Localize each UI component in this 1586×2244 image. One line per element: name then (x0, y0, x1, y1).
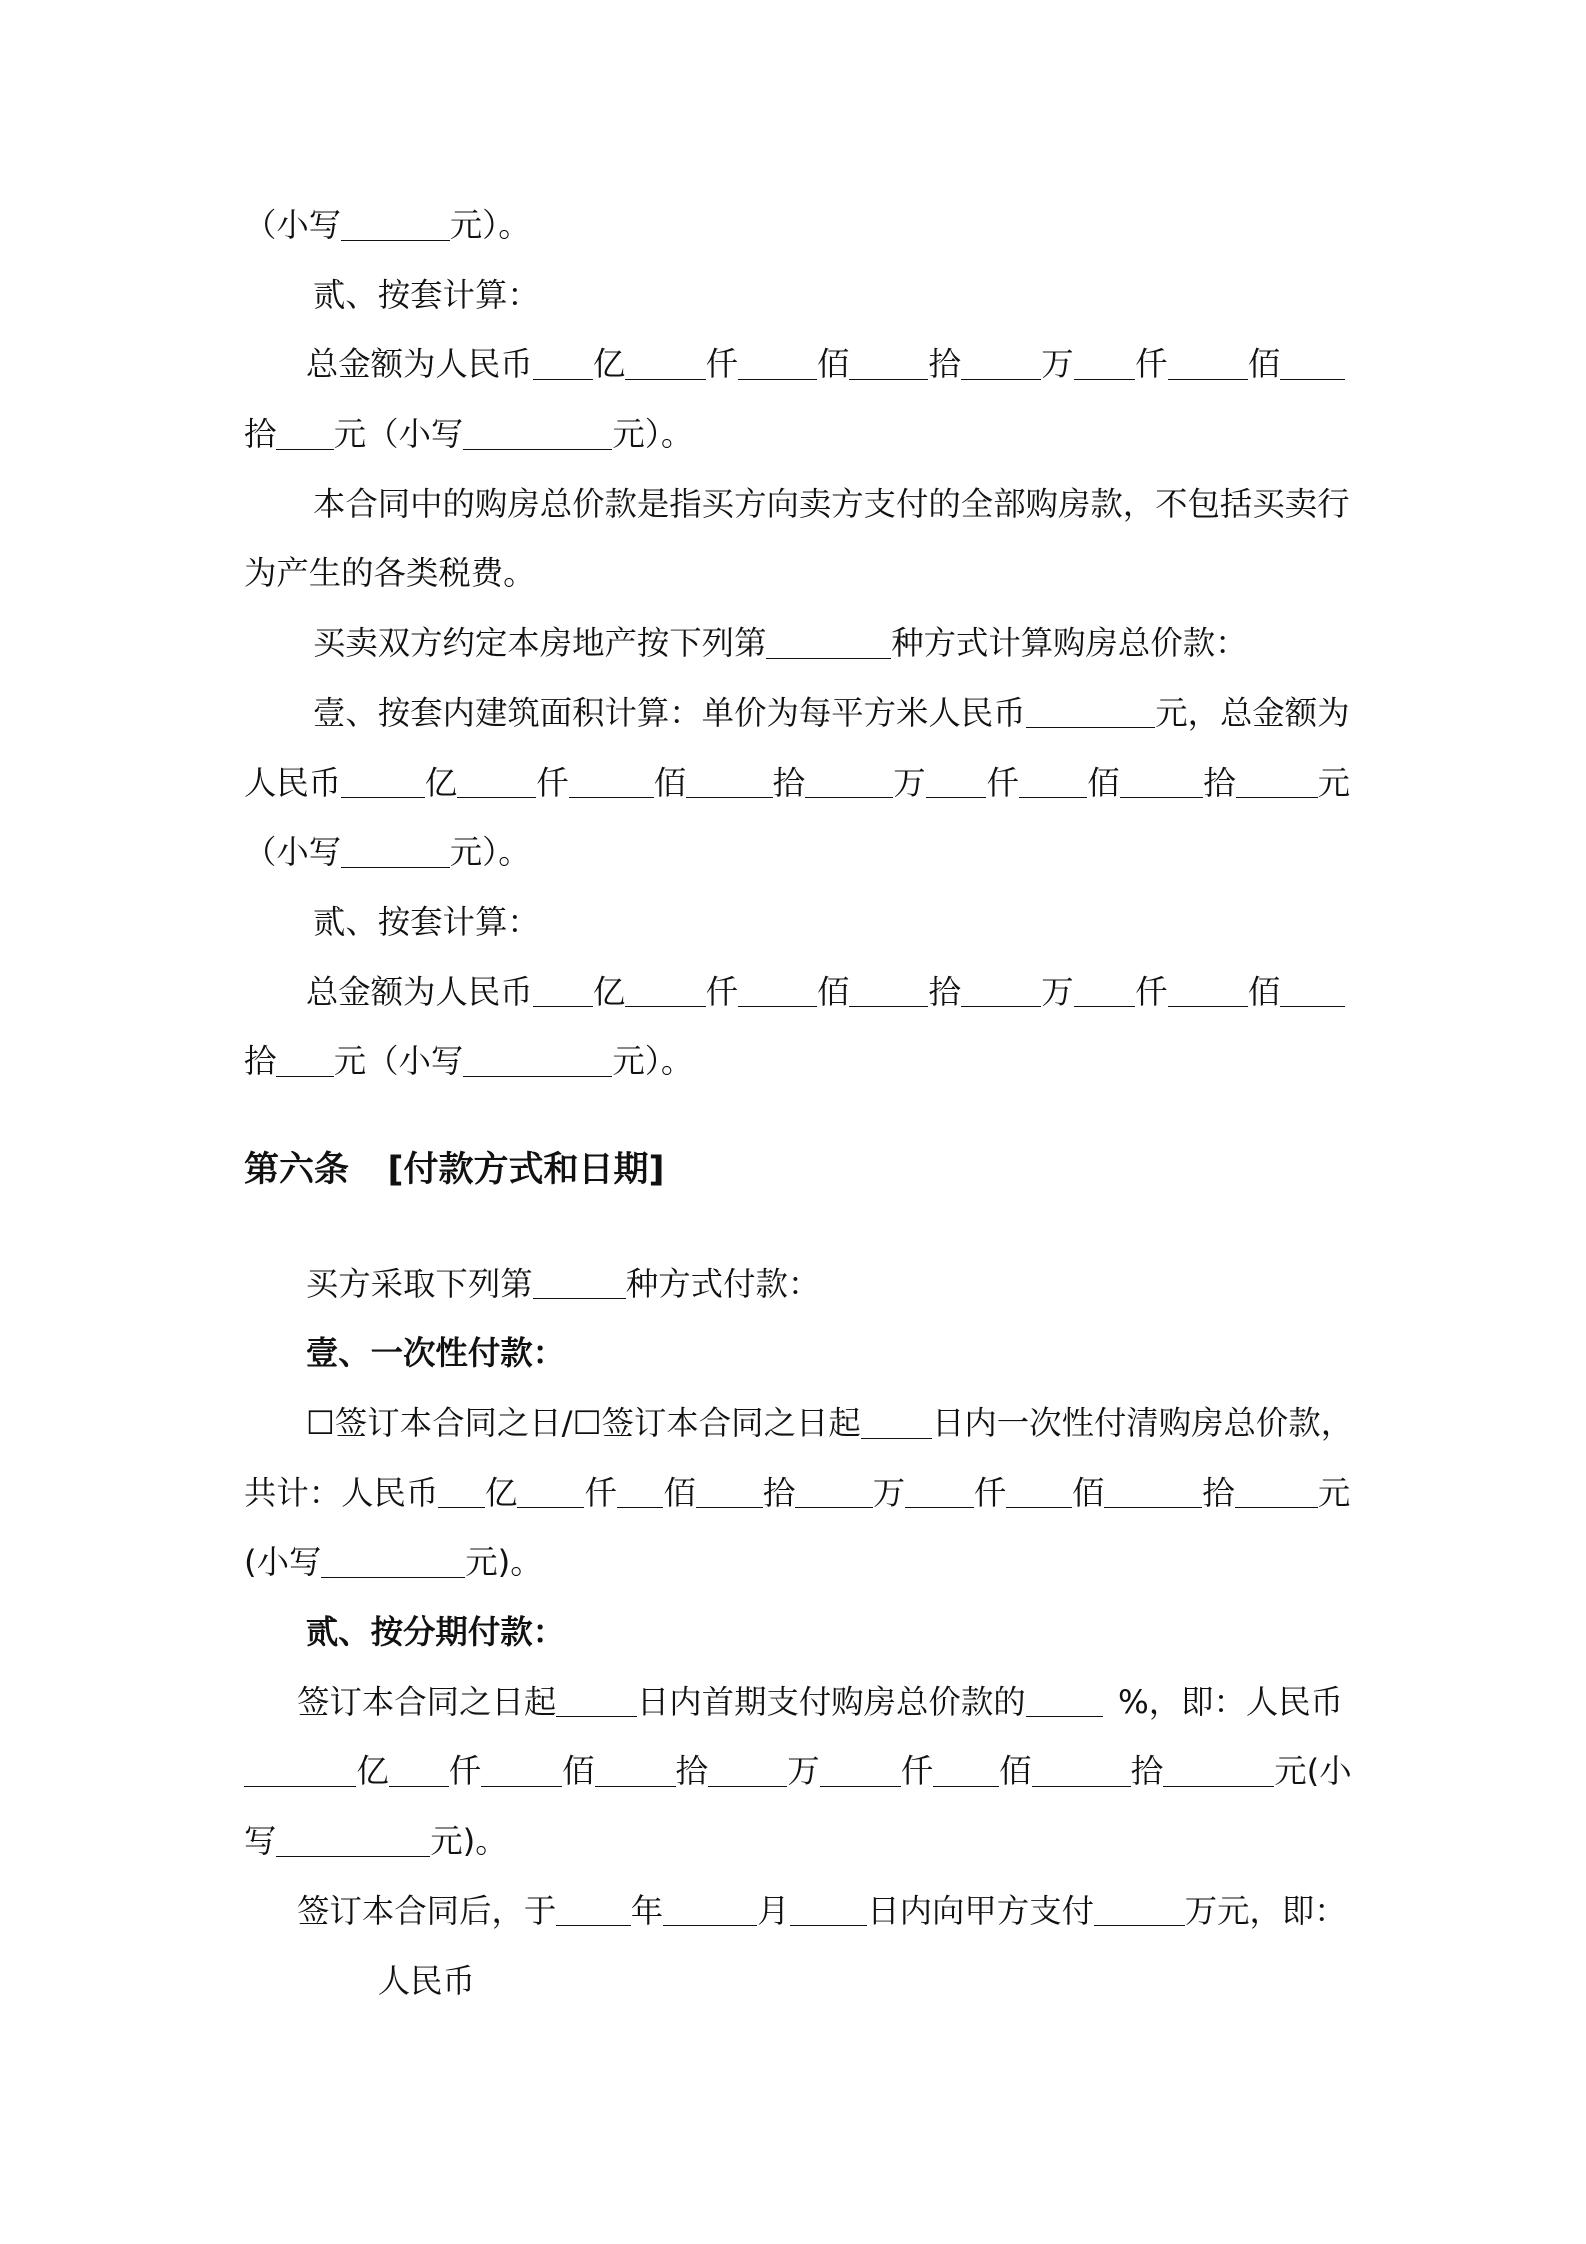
subsection-heading (244, 1319, 1394, 1389)
amount-unit-label: 拾 (244, 1042, 277, 1081)
blank-field (1236, 766, 1318, 798)
text-line (244, 1027, 1394, 1097)
blank-field (341, 208, 450, 240)
blank-field (244, 1755, 356, 1787)
blank-field (861, 1406, 932, 1438)
amount-unit-label: 佰 (817, 345, 850, 384)
line-text: 贰、按套计算： (313, 902, 540, 941)
blank-field (849, 348, 928, 380)
line-text: 月 (757, 1891, 790, 1930)
blank-field (738, 348, 817, 380)
text-line (244, 1459, 1394, 1529)
amount-unit-label: 佰 (1247, 345, 1281, 384)
line-text: 写 (244, 1822, 277, 1861)
amount-unit-label: 亿 (592, 345, 626, 384)
blank-field (708, 1755, 787, 1787)
blank-field (463, 417, 612, 449)
line-text: 万元，即： (1184, 1891, 1347, 1930)
text-line (244, 470, 1394, 540)
blank-field (1026, 1685, 1104, 1717)
amount-unit-label: 万 (872, 1473, 906, 1512)
blank-field (849, 975, 928, 1007)
amount-unit-label: 亿 (356, 1752, 389, 1791)
amount-unit-label: 万 (893, 763, 926, 802)
blank-field (1074, 348, 1136, 380)
blank-field (617, 1476, 664, 1508)
amount-unit-label: 仟 (986, 763, 1019, 802)
amount-unit-label: 佰 (1087, 763, 1120, 802)
line-text: 贰、按分期付款： (305, 1613, 565, 1652)
blank-field (820, 1755, 901, 1787)
checkbox-icon: ☐ (572, 1404, 602, 1442)
blank-field (389, 1755, 449, 1787)
blank-field (663, 1894, 757, 1926)
amount-unit-label: 仟 (900, 1752, 934, 1791)
blank-field (341, 766, 425, 798)
amount-unit-label: 仟 (973, 1473, 1007, 1512)
amount-unit-label: 仟 (1135, 972, 1168, 1011)
blank-field (790, 1894, 868, 1926)
blank-field (961, 348, 1041, 380)
article-number: 第六条 (244, 1149, 350, 1190)
text-line (244, 1737, 1394, 1807)
blank-field (533, 975, 593, 1007)
blank-field (933, 1755, 999, 1787)
blank-field (926, 766, 987, 798)
blank-field (1168, 348, 1248, 380)
line-text: 元(小 (1274, 1752, 1352, 1791)
line-text: 为产生的各类税费。 (244, 554, 536, 593)
line-text: 贰、按套计算： (313, 275, 540, 314)
blank-field (905, 1476, 974, 1508)
blank-field (766, 626, 891, 658)
blank-field (1235, 1476, 1318, 1508)
amount-unit-label: 拾 (928, 972, 961, 1011)
line-text: 壹、按套内建筑面积计算：单价为每平方米人民币 (313, 693, 1026, 732)
amount-unit-label: 仟 (536, 763, 569, 802)
text-line (244, 749, 1394, 819)
blank-field (1019, 766, 1087, 798)
amount-unit-label: 万 (1041, 345, 1074, 384)
text-line (244, 818, 1394, 888)
blank-field (321, 1546, 465, 1578)
amount-unit-label: 仟 (1135, 345, 1168, 384)
line-text: 签订本合同之日起 (297, 1682, 557, 1721)
blank-field (1168, 975, 1248, 1007)
line-text: 总金额为人民币 (305, 345, 533, 384)
amount-unit-label: 佰 (1071, 1473, 1105, 1512)
line-text: 种方式付款： (625, 1264, 821, 1303)
blank-field (1026, 696, 1156, 728)
blank-field (276, 1824, 430, 1856)
blank-field (276, 1044, 333, 1076)
amount-unit-label: 拾 (1203, 763, 1236, 802)
amount-unit-label: 拾 (675, 1752, 708, 1791)
text-line (244, 958, 1394, 1028)
line-text: （小写 (244, 206, 342, 244)
text-line (244, 1668, 1394, 1738)
blank-field (463, 1044, 612, 1076)
amount-unit-label: 万 (1041, 972, 1074, 1011)
line-text: 年 (630, 1891, 664, 1930)
line-text: 人民币 (244, 763, 342, 802)
line-text: 元)。 (430, 1822, 508, 1861)
checkbox-icon: ☐ (305, 1404, 335, 1442)
blank-field (533, 348, 593, 380)
line-text: 人民币 (377, 1961, 475, 2000)
blank-field (696, 1476, 763, 1508)
text-line (244, 400, 1394, 470)
text-line (244, 1389, 1394, 1459)
blank-field (1094, 1894, 1185, 1926)
amount-unit-label: 亿 (592, 972, 626, 1011)
text-line (244, 1877, 1394, 1947)
line-text: 元)。 (465, 1543, 543, 1582)
text-line (244, 1250, 1394, 1320)
blank-field (556, 1685, 637, 1717)
article-heading (244, 1136, 1394, 1206)
text-line (244, 261, 1394, 331)
text-line (244, 191, 1394, 261)
blank-field (961, 975, 1041, 1007)
line-text: 日内首期支付购房总价款的 (636, 1682, 1026, 1721)
blank-field (1074, 975, 1136, 1007)
line-text: 壹、一次性付款： (305, 1334, 565, 1373)
line-text: %，即：人民币 (1117, 1682, 1344, 1721)
blank-field (625, 348, 705, 380)
blank-field (1006, 1476, 1072, 1508)
document-page (244, 191, 1394, 2016)
amount-unit-label: 万 (787, 1752, 820, 1791)
amount-unit-label: 仟 (705, 972, 738, 1011)
blank-field (1163, 1755, 1274, 1787)
line-text: 总金额为人民币 (305, 972, 533, 1011)
amount-unit-label: 仟 (705, 345, 738, 384)
blank-field (738, 975, 817, 1007)
amount-unit-label: 仟 (448, 1752, 482, 1791)
amount-unit-label: 拾 (772, 763, 806, 802)
blank-field (533, 1267, 626, 1299)
blank-field (276, 417, 333, 449)
blank-field (1104, 1476, 1202, 1508)
amount-unit-label: 拾 (1130, 1752, 1164, 1791)
blank-field (805, 766, 893, 798)
blank-field (517, 1476, 584, 1508)
line-text: 日内向甲方支付 (867, 1891, 1094, 1930)
text-line (244, 609, 1394, 679)
amount-unit-label: 佰 (663, 1473, 696, 1512)
line-text: 签订本合同之日/ (334, 1404, 573, 1442)
blank-field (1280, 348, 1345, 380)
text-line (244, 1947, 1394, 2017)
amount-unit-label: 佰 (653, 763, 687, 802)
line-text: 日内一次性付清购房总价款， (932, 1404, 1354, 1442)
text-line (244, 1528, 1394, 1598)
line-text: 种方式计算购房总价款： (891, 624, 1248, 663)
amount-unit-label: 拾 (244, 415, 277, 454)
line-text: 签订本合同后，于 (297, 1891, 557, 1930)
blank-field (481, 1755, 562, 1787)
line-text: (小写 (244, 1543, 322, 1582)
line-text: 元（小写 (333, 1042, 464, 1081)
text-line (244, 539, 1394, 609)
amount-unit-label: 仟 (584, 1473, 617, 1512)
blank-field (1032, 1755, 1131, 1787)
amount-unit-label: 拾 (762, 1473, 796, 1512)
line-text: 共计：人民币 (244, 1473, 439, 1512)
blank-field (625, 975, 705, 1007)
amount-unit-label: 拾 (928, 345, 961, 384)
amount-unit-label: 元 (1317, 1473, 1351, 1512)
amount-unit-label: 亿 (484, 1473, 518, 1512)
blank-field (1120, 766, 1204, 798)
line-text: 元（小写 (333, 415, 464, 454)
text-line (244, 1807, 1394, 1877)
amount-unit-label: 佰 (1247, 972, 1281, 1011)
line-text: 本合同中的购房总价款是指买方向卖方支付的全部购房款，不包括买卖行 (313, 484, 1350, 523)
subsection-heading (244, 1598, 1394, 1668)
line-text: 买方采取下列第 (305, 1264, 533, 1303)
line-text: 元，总金额为 (1155, 693, 1350, 732)
text-line (244, 679, 1394, 749)
amount-unit-label: 亿 (424, 763, 458, 802)
line-text: 元）。 (449, 206, 531, 244)
line-text: 签订本合同之日起 (601, 1404, 861, 1442)
text-line (244, 888, 1394, 958)
amount-unit-label: 佰 (562, 1752, 595, 1791)
blank-field (341, 835, 450, 867)
line-text: 买卖双方约定本房地产按下列第 (313, 624, 767, 663)
blank-field (457, 766, 536, 798)
text-line (244, 330, 1394, 400)
blank-field (569, 766, 654, 798)
line-text: 元）。 (612, 415, 694, 454)
amount-unit-label: 元 (1317, 763, 1350, 802)
blank-field (1280, 975, 1345, 1007)
amount-unit-label: 佰 (999, 1752, 1032, 1791)
amount-unit-label: 佰 (817, 972, 850, 1011)
article-title: [付款方式和日期] (387, 1149, 665, 1190)
blank-field (595, 1755, 676, 1787)
blank-field (686, 766, 773, 798)
line-text: （小写 (244, 833, 342, 872)
line-text: 元）。 (449, 833, 531, 872)
blank-field (438, 1476, 485, 1508)
blank-field (556, 1894, 631, 1926)
amount-unit-label: 拾 (1202, 1473, 1235, 1512)
blank-field (795, 1476, 872, 1508)
line-text: 元）。 (612, 1042, 694, 1081)
